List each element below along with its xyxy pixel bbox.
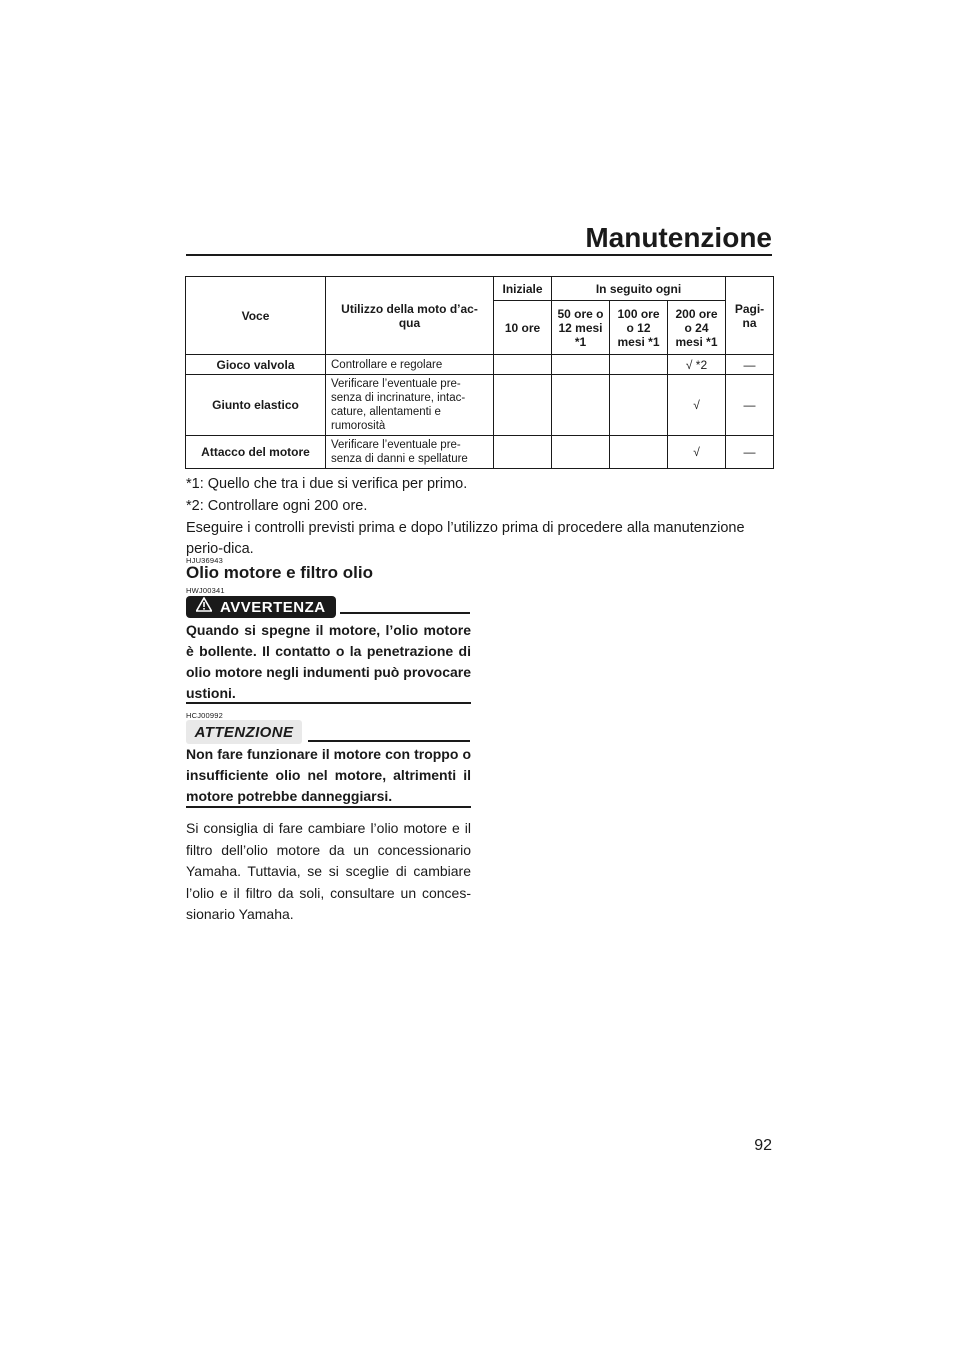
row-page: — (726, 436, 774, 469)
row-item: Attacco del motore (186, 436, 326, 469)
caution-header-rule (308, 740, 470, 742)
row-cell-200: √ (668, 375, 726, 436)
header-utilizzo: Utilizzo della moto d’ac-qua (326, 277, 494, 355)
row-page: — (726, 375, 774, 436)
footnote-2: *2: Controllare ogni 200 ore. (186, 498, 368, 514)
page-number: 92 (754, 1137, 772, 1154)
row-cell-50 (552, 436, 610, 469)
header-10-ore: 10 ore (494, 301, 552, 355)
header-200-ore: 200 ore o 24 mesi *1 (668, 301, 726, 355)
row-cell-200: √ (668, 436, 726, 469)
row-action: Verificare l’eventuale pre-senza di danni e spellature (326, 436, 494, 469)
section-title: Olio motore e filtro olio (186, 563, 373, 582)
warning-triangle-icon (196, 597, 212, 617)
header-voce: Voce (186, 277, 326, 355)
warning-badge (186, 596, 336, 618)
note-paragraph: Eseguire i controlli previsti prima e dopo l’utilizzo prima di procedere alla manutenzione perio-dica. (186, 520, 745, 557)
table-row (186, 436, 774, 469)
table-row (186, 375, 774, 436)
row-cell-100 (610, 355, 668, 375)
row-item: Gioco valvola (186, 355, 326, 375)
body-paragraph: Si consiglia di fare cambiare l’olio motore e il filtro dell’olio motore da un concessionario Yamaha. Tuttavia, se si sceglie di cambiare l’olio e il filtro da soli, consultare un conces-sionario Yamaha. (186, 820, 471, 922)
warning-label: AVVERTENZA (220, 598, 326, 616)
row-item: Giunto elastico (186, 375, 326, 436)
maintenance-table (185, 276, 774, 469)
caution-footer-rule (186, 806, 471, 808)
header-100-ore: 100 ore o 12 mesi *1 (610, 301, 668, 355)
title-rule (186, 254, 772, 256)
warning-code: HWJ00341 (186, 586, 225, 595)
row-cell-10 (494, 436, 552, 469)
row-action: Controllare e regolare (326, 355, 494, 375)
row-cell-100 (610, 436, 668, 469)
row-cell-50 (552, 355, 610, 375)
header-iniziale: Iniziale (494, 277, 552, 301)
caution-text: Non fare funzionare il motore con troppo o insufficiente olio nel motore, altrimenti il motore potrebbe danneggiarsi. (186, 746, 471, 804)
page-title: Manutenzione (585, 222, 772, 253)
header-in-seguito: In seguito ogni (552, 277, 726, 301)
table-row (186, 355, 774, 375)
row-cell-10 (494, 355, 552, 375)
notes (186, 474, 776, 561)
header-50-ore: 50 ore o 12 mesi *1 (552, 301, 610, 355)
warning-footer-rule (186, 702, 471, 704)
section-code: HJU36943 (186, 556, 224, 565)
row-cell-10 (494, 375, 552, 436)
footnote-1: *1: Quello che tra i due si verifica per primo. (186, 476, 468, 492)
warning-header-rule (340, 612, 470, 614)
header-pagina: Pagi-na (726, 277, 774, 355)
row-action: Verificare l’eventuale pre-senza di incrinature, intac-cature, allentamenti e rumorosità (326, 375, 494, 436)
caution-badge (186, 720, 302, 744)
row-cell-50 (552, 375, 610, 436)
caution-code: HCJ00992 (186, 711, 224, 720)
row-cell-100 (610, 375, 668, 436)
warning-text: Quando si spegne il motore, l’olio motore è bollente. Il contatto o la penetrazione di olio motore negli indumenti può provocare ustioni. (186, 622, 471, 701)
row-cell-200: √ *2 (668, 355, 726, 375)
row-page: — (726, 355, 774, 375)
caution-label: ATTENZIONE (194, 723, 294, 741)
